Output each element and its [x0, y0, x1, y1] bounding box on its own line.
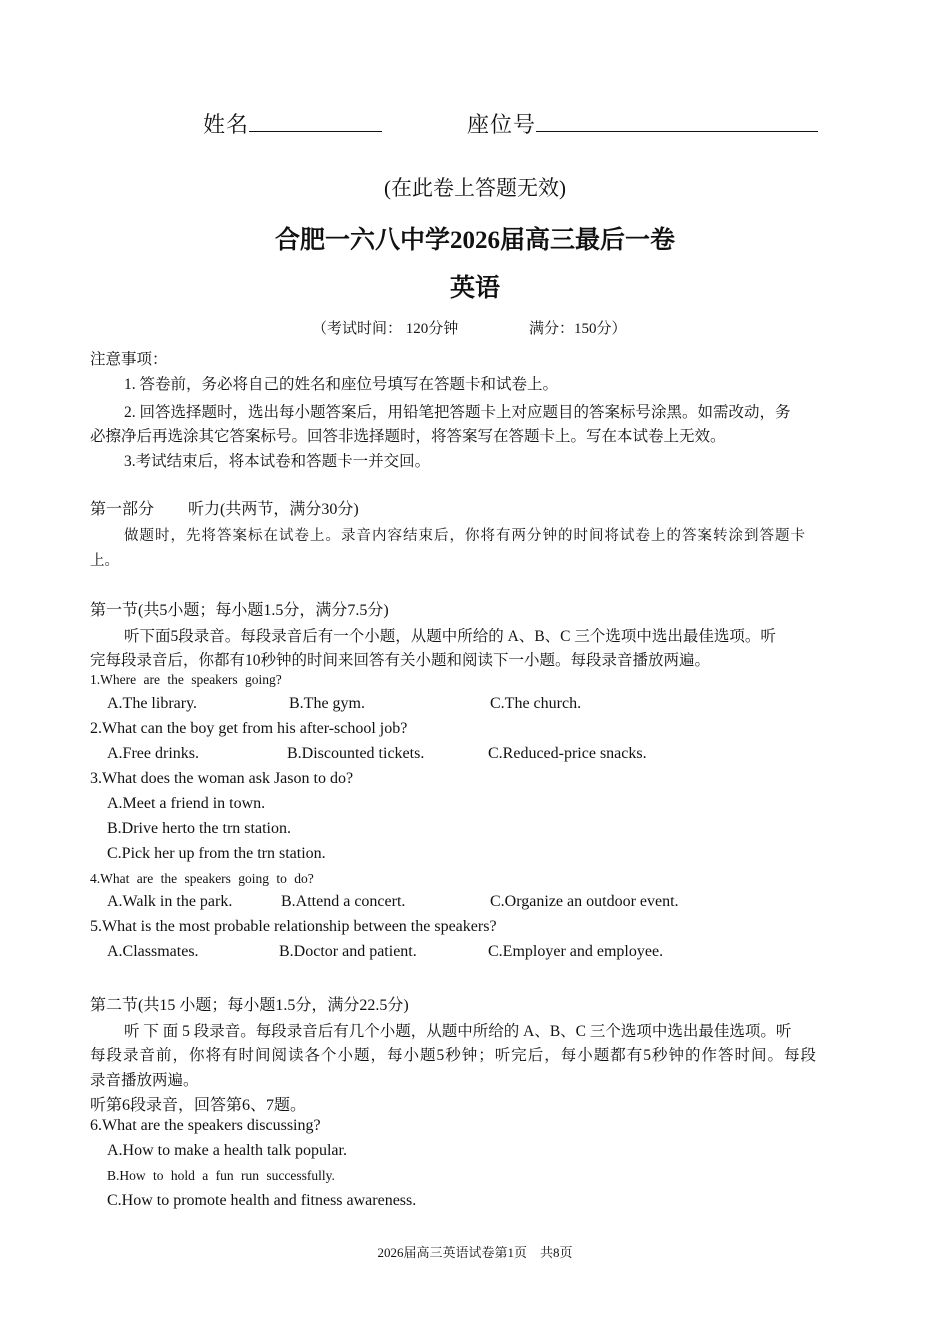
- part1-instruction-line-1: 做题时，先将答案标在试卷上。录音内容结束后，你将有两分钟的时间将试卷上的答案转涂到答题卡: [124, 528, 806, 544]
- q2-option-a: A.Free drinks.: [107, 745, 199, 762]
- q6-option-c: C.How to promote health and fitness awareness.: [107, 1192, 417, 1209]
- exam-time: （考试时间： 120分钟: [312, 321, 459, 337]
- name-label: 姓名: [203, 112, 250, 137]
- notice-item-2-line-2: 必擦净后再选涂其它答案标号。回答非选择题时，将答案写在答题卡上。写在本试卷上无效。: [90, 428, 726, 445]
- notice-item-2-line-1: 2. 回答选择题时，选出每小题答案后，用铅笔把答题卡上对应题目的答案标号涂黑。如需改动，务: [124, 404, 791, 421]
- q4-option-b: B.Attend a concert.: [281, 893, 406, 910]
- q1-option-a: A.The library.: [107, 695, 198, 712]
- q2-option-b: B.Discounted tickets.: [287, 745, 425, 762]
- seat-blank: [536, 109, 818, 132]
- section1-heading: 第一节(共5小题；每小题1.5分，满分7.5分): [90, 602, 389, 619]
- q4-option-a: A.Walk in the park.: [107, 893, 233, 910]
- q3-option-c: C.Pick her up from the trn station.: [107, 845, 326, 862]
- q6-option-a: A.How to make a health talk popular.: [107, 1142, 347, 1159]
- name-seat-row: [203, 108, 818, 139]
- page-footer: 2026届高三英语试卷第1页 共8页: [377, 1245, 573, 1260]
- section2-heading: 第二节(共15 小题；每小题1.5分，满分22.5分): [90, 997, 409, 1014]
- section1-instruction-line-1: 听下面5段录音。每段录音后有一个小题，从题中所给的 A、B、C 三个选项中选出最佳选项。听: [124, 628, 776, 645]
- question-6: 6.What are the speakers discussing?: [90, 1117, 321, 1134]
- q3-option-b: B.Drive herto the trn station.: [107, 820, 291, 837]
- notice-item-3: 3.考试结束后，将本试卷和答题卡一并交回。: [124, 453, 431, 470]
- section1-instruction-line-2: 完每段录音后，你都有10秒钟的时间来回答有关小题和阅读下一小题。每段录音播放两遍。: [90, 652, 711, 669]
- question-2: 2.What can the boy get from his after-school job?: [90, 720, 408, 737]
- q4-option-c: C.Organize an outdoor event.: [490, 893, 679, 910]
- subject-title: 英语: [449, 275, 500, 302]
- q1-option-c: C.The church.: [490, 695, 582, 712]
- exam-title: 合肥一六八中学2026届高三最后一卷: [274, 227, 675, 254]
- q1-option-b: B.The gym.: [289, 695, 365, 712]
- q2-option-c: C.Reduced-price snacks.: [488, 745, 647, 762]
- q3-option-a: A.Meet a friend in town.: [107, 795, 266, 812]
- part1-heading-a: 第一部分: [90, 501, 155, 518]
- invalid-note: (在此卷上答题无效): [384, 176, 566, 200]
- section2-instruction-line-2: 每段录音前，你将有时间阅读各个小题，每小题5秒钟；听完后，每小题都有5秒钟的作答时间。每段: [90, 1047, 818, 1064]
- section2-instruction-line-1: 听 下 面 5 段录音。每段录音后有几个小题，从题中所给的 A、B、C 三个选项中选出最佳选项。听: [124, 1023, 792, 1040]
- q5-option-b: B.Doctor and patient.: [279, 943, 417, 960]
- part1-instruction-line-2: 上。: [90, 553, 119, 569]
- part1-heading-b: 听力(共两节，满分30分): [188, 501, 359, 518]
- section2-instruction-line-3: 录音播放两遍。: [90, 1072, 199, 1089]
- question-5: 5.What is the most probable relationship between the speakers?: [90, 918, 497, 935]
- question-4: 4.What are the speakers going to do?: [90, 871, 314, 886]
- full-score: 满分：150分）: [529, 321, 627, 337]
- question-3: 3.What does the woman ask Jason to do?: [90, 770, 354, 787]
- q5-option-a: A.Classmates.: [107, 943, 199, 960]
- notice-item-1: 1. 答卷前，务必将自己的姓名和座位号填写在答题卡和试卷上。: [124, 376, 559, 393]
- name-blank: [249, 109, 382, 132]
- seat-label: 座位号: [467, 112, 537, 137]
- question-1: 1.Where are the speakers going?: [90, 672, 282, 687]
- q5-option-c: C.Employer and employee.: [488, 943, 664, 960]
- section2-sub-instruction: 听第6段录音，回答第6、7题。: [90, 1097, 307, 1114]
- notice-heading: 注意事项：: [90, 351, 168, 368]
- q6-option-b: B.How to hold a fun run successfully.: [107, 1168, 335, 1183]
